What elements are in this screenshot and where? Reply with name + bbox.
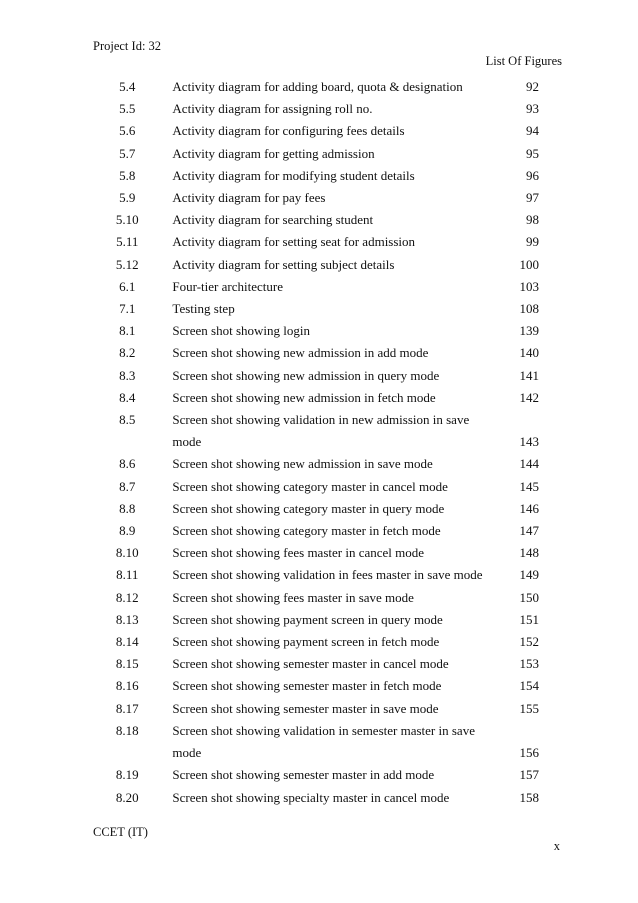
figure-title: Activity diagram for assigning roll no. [172, 101, 373, 117]
list-item [93, 631, 563, 653]
list-item [93, 120, 563, 142]
figure-title: Screen shot showing category master in cancel mode [172, 478, 448, 494]
figure-number: 8.16 [115, 678, 139, 694]
figure-title-line1: Screen shot showing validation in semester master in save [172, 722, 475, 738]
figure-title: Screen shot showing new admission in query mode [172, 367, 440, 383]
figure-title: Screen shot showing payment screen in fetch mode [172, 634, 440, 650]
figure-number: 8.4 [119, 389, 136, 405]
list-item [93, 653, 563, 675]
figure-page: 150 [519, 589, 539, 605]
figure-number: 8.20 [115, 789, 139, 805]
figure-title: Activity diagram for searching student [172, 212, 374, 228]
figure-page: 151 [519, 611, 539, 627]
figure-title: Activity diagram for setting seat for admission [172, 234, 416, 250]
figure-title: Screen shot showing category master in query mode [172, 500, 445, 516]
figure-number: 5.12 [115, 256, 139, 272]
figure-page: 144 [519, 456, 539, 472]
figure-title: Screen shot showing fees master in cancel mode [172, 545, 425, 561]
figure-title [161, 409, 490, 453]
figure-number: 5.6 [119, 123, 136, 139]
figure-title: Activity diagram for getting admission [172, 145, 375, 161]
list-item [93, 298, 563, 320]
figure-title: Activity diagram for pay fees [172, 190, 326, 206]
figure-number: 8.3 [119, 367, 136, 383]
figure-page: 99 [526, 234, 539, 250]
list-item [93, 209, 563, 231]
footer-page-number: x [553, 839, 560, 853]
figure-number: 8.1 [119, 323, 136, 339]
list-item [93, 387, 563, 409]
figure-number: 8.15 [115, 656, 139, 672]
figure-number: 8.14 [115, 634, 139, 650]
list-item [93, 320, 563, 342]
list-item [93, 76, 563, 98]
figure-title: Screen shot showing new admission in fetch mode [172, 389, 436, 405]
list-item [93, 609, 563, 631]
figure-page: 140 [519, 345, 539, 361]
figure-title-line2: mode [172, 434, 202, 450]
figure-page: 108 [519, 301, 539, 317]
figure-number: 8.5 [119, 412, 136, 428]
list-item [93, 587, 563, 609]
list-item [93, 698, 563, 720]
list-item [93, 409, 563, 453]
section-title: List Of Figures [485, 54, 562, 68]
figure-page: 142 [519, 389, 539, 405]
figure-title: Screen shot showing payment screen in query mode [172, 611, 443, 627]
figure-title: Four-tier architecture [172, 278, 283, 294]
list-item [93, 254, 563, 276]
figure-title-line2: mode [172, 745, 202, 761]
figure-number: 8.10 [115, 545, 139, 561]
figure-number: 8.17 [115, 700, 139, 716]
figure-page: 93 [526, 101, 539, 117]
footer-institute: CCET (IT) [93, 825, 148, 839]
list-item [93, 143, 563, 165]
figure-number: 5.9 [119, 190, 136, 206]
list-item [93, 520, 563, 542]
figure-title: Screen shot showing login [172, 323, 310, 339]
list-item [93, 276, 563, 298]
figure-page: 156 [519, 745, 539, 761]
figure-page: 95 [526, 145, 539, 161]
figure-title: Activity diagram for modifying student details [172, 167, 415, 183]
figure-number: 5.4 [119, 79, 136, 94]
list-item [93, 187, 563, 209]
figure-number: 5.5 [119, 101, 136, 117]
list-item [93, 342, 563, 364]
list-item [93, 476, 563, 498]
figure-page: 155 [519, 700, 539, 716]
figure-number: 8.2 [119, 345, 136, 361]
list-of-figures [93, 76, 563, 809]
figure-title-line1: Screen shot showing validation in new admission in save [172, 412, 470, 428]
figure-page: 157 [519, 767, 539, 783]
figure-number: 8.12 [115, 589, 139, 605]
figure-page: 143 [519, 434, 539, 450]
figure-title: Activity diagram for adding board, quota & designation [172, 79, 463, 94]
list-item [93, 498, 563, 520]
list-item [93, 675, 563, 697]
figure-number: 6.1 [119, 278, 136, 294]
figure-page: 149 [519, 567, 539, 583]
figure-page: 154 [519, 678, 539, 694]
figure-page: 145 [519, 478, 539, 494]
figure-number: 8.7 [119, 478, 136, 494]
figure-title: Screen shot showing specialty master in cancel mode [172, 789, 450, 805]
figure-number: 7.1 [119, 301, 136, 317]
figure-title: Screen shot showing semester master in fetch mode [172, 678, 442, 694]
figure-page: 158 [519, 789, 539, 805]
figure-title: Screen shot showing fees master in save mode [172, 589, 414, 605]
figure-page: 146 [519, 500, 539, 516]
project-id: Project Id: 32 [93, 39, 162, 53]
figure-number: 8.9 [119, 523, 136, 539]
list-item [93, 453, 563, 475]
figure-title: Screen shot showing new admission in add mode [172, 345, 429, 361]
figure-title: Screen shot showing semester master in add mode [172, 767, 435, 783]
figure-page: 94 [526, 123, 539, 139]
figure-number: 5.10 [115, 212, 139, 228]
figure-title: Testing step [172, 301, 235, 317]
figure-title: Screen shot showing validation in fees master in save mode [172, 567, 483, 583]
figure-page: 139 [519, 323, 539, 339]
figure-page: 100 [519, 256, 539, 272]
figure-number: 5.11 [116, 234, 139, 250]
figure-number: 5.7 [119, 145, 136, 161]
figure-page: 96 [526, 167, 539, 183]
figure-title: Screen shot showing category master in fetch mode [172, 523, 441, 539]
figure-number: 8.11 [116, 567, 139, 583]
list-item [93, 365, 563, 387]
figure-number: 8.6 [119, 456, 136, 472]
list-item [93, 787, 563, 809]
list-item [93, 98, 563, 120]
figure-page: 103 [519, 278, 539, 294]
figure-number: 8.19 [115, 767, 139, 783]
figure-title: Screen shot showing new admission in save mode [172, 456, 433, 472]
list-item [93, 764, 563, 786]
list-item [93, 542, 563, 564]
figure-title: Activity diagram for setting subject details [172, 256, 395, 272]
list-item [93, 231, 563, 253]
figure-page: 147 [519, 523, 539, 539]
figure-page: 97 [526, 190, 539, 206]
figure-number: 8.8 [119, 500, 136, 516]
figure-page: 141 [519, 367, 539, 383]
figure-number: 8.18 [115, 722, 139, 738]
list-item [93, 720, 563, 764]
list-item [93, 165, 563, 187]
figure-page: 153 [519, 656, 539, 672]
figure-page: 92 [526, 79, 539, 94]
figure-title: Screen shot showing semester master in save mode [172, 700, 439, 716]
figure-title: Activity diagram for configuring fees details [172, 123, 405, 139]
figure-page: 152 [519, 634, 539, 650]
list-item [93, 564, 563, 586]
figure-number: 8.13 [115, 611, 139, 627]
figure-title: Screen shot showing semester master in cancel mode [172, 656, 449, 672]
figure-page: 98 [526, 212, 539, 228]
figure-number: 5.8 [119, 167, 136, 183]
figure-title [161, 720, 490, 764]
figure-page: 148 [519, 545, 539, 561]
